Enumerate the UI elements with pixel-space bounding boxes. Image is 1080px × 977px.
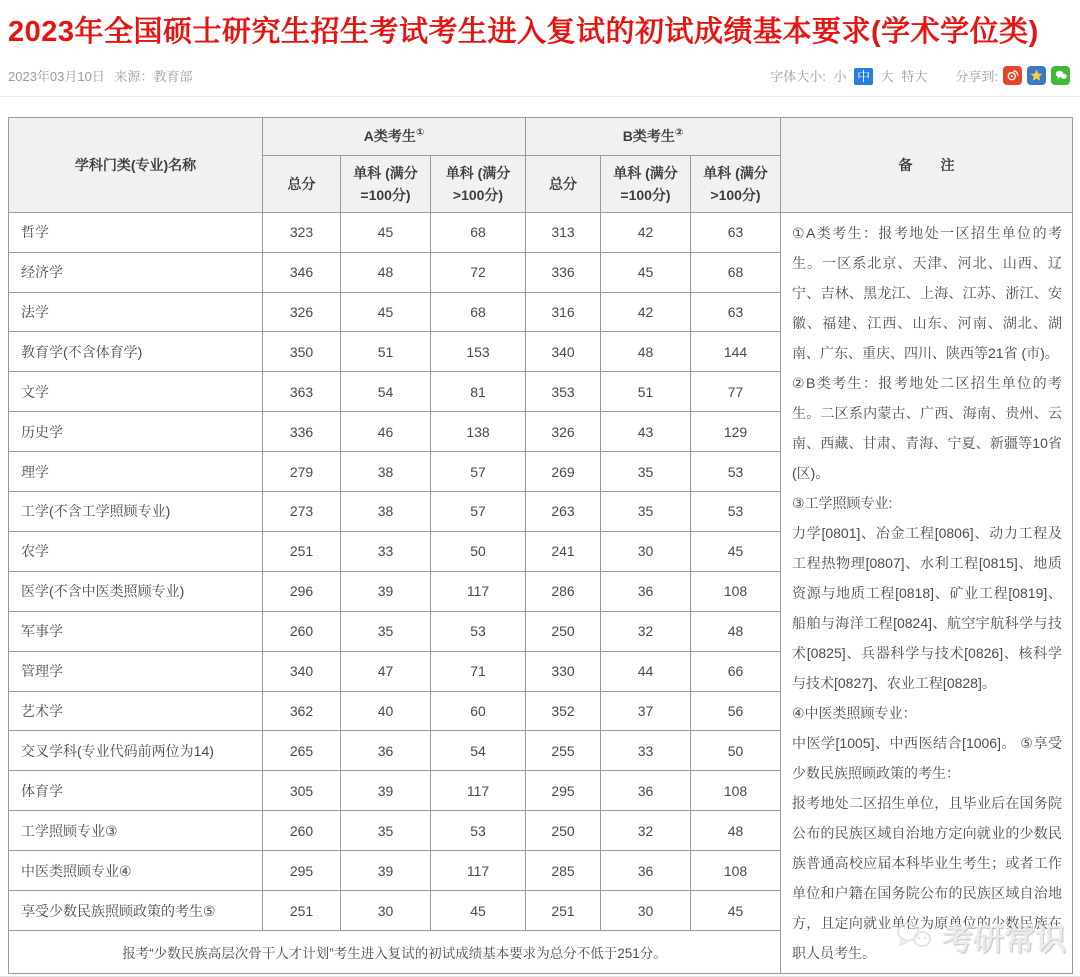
score-cell: 37 [601,691,691,731]
table-body [9,212,1073,973]
score-cell: 39 [341,851,431,891]
score-cell: 51 [341,332,431,372]
col-header-group-a: A类考生① [263,117,526,155]
footer-note: 报考“少数民族高层次骨干人才计划”考生进入复试的初试成绩基本要求为总分不低于251分。 [9,931,781,974]
score-cell: 50 [431,531,526,571]
score-cell: 57 [431,452,526,492]
score-cell: 45 [341,212,431,252]
score-cell: 330 [526,651,601,691]
subject-cell: 工学照顾专业③ [9,811,263,851]
score-cell: 36 [601,571,691,611]
footnote-ref-1: ① [415,127,425,139]
score-cell: 350 [263,332,341,372]
score-cell: 144 [691,332,781,372]
remark-paragraph: 力学[0801]、冶金工程[0806]、动力工程及工程热物理[0807]、水利工程[0815]、地质资源与地质工程[0818]、矿业工程[0819]、船舶与海洋工程[0824]、航空宇航科学与技术[0825]、兵器科学与技术[0826]、核科学与技术[0827]、农业工程[0828]。 [792,524,1062,691]
font-size-large[interactable]: 大 [880,68,894,84]
score-cell: 340 [263,651,341,691]
subject-cell: 工学(不含工学照顾专业) [9,492,263,532]
score-cell: 53 [431,611,526,651]
score-cell: 35 [601,452,691,492]
col-header-subject: 学科门类(专业)名称 [9,117,263,212]
score-cell: 251 [526,891,601,931]
article-meta [8,66,198,85]
score-cell: 295 [526,771,601,811]
remark-paragraph: ③工学照顾专业: [792,494,893,511]
score-cell: 326 [526,412,601,452]
score-cell: 45 [601,252,691,292]
score-cell: 30 [601,531,691,571]
score-cell: 108 [691,851,781,891]
score-cell: 251 [263,891,341,931]
score-cell: 285 [526,851,601,891]
score-cell: 63 [691,292,781,332]
col-header-total-b: 总分 [526,155,601,212]
score-cell: 336 [526,252,601,292]
score-cell: 48 [341,252,431,292]
score-cell: 305 [263,771,341,811]
watermark-text: 考研常识 [942,921,1066,957]
score-cell: 48 [691,611,781,651]
score-cell: 77 [691,372,781,412]
meta-row [8,66,1070,85]
subject-cell: 教育学(不含体育学) [9,332,263,372]
score-cell: 138 [431,412,526,452]
remark-paragraph: 中医学[1005]、中西医结合[1006]。 ⑤享受少数民族照顾政策的考生： [792,734,1062,781]
score-cell: 39 [341,571,431,611]
subject-cell: 法学 [9,292,263,332]
score-cell: 53 [691,492,781,532]
score-cell: 56 [691,691,781,731]
score-cell: 53 [431,811,526,851]
score-cell: 117 [431,851,526,891]
score-cell: 117 [431,571,526,611]
score-cell: 323 [263,212,341,252]
col-header-single-over100-b: 单科 (满分>100分) [691,155,781,212]
score-cell: 251 [263,531,341,571]
score-cell: 45 [431,891,526,931]
subject-cell: 哲学 [9,212,263,252]
remark-paragraph: ②B类考生：报考地处二区招生单位的考生。二区系内蒙古、广西、海南、贵州、云南、西藏、甘肃、青海、宁夏、新疆等10省(区)。 [792,374,1062,481]
score-cell: 352 [526,691,601,731]
score-cell: 57 [431,492,526,532]
subject-cell: 交叉学科(专业代码前两位为14) [9,731,263,771]
score-cell: 353 [526,372,601,412]
table-row [9,212,1073,252]
score-cell: 260 [263,611,341,651]
score-cell: 33 [341,531,431,571]
score-cell: 45 [691,531,781,571]
score-cell: 255 [526,731,601,771]
score-cell: 35 [341,811,431,851]
page-title: 2023年全国硕士研究生招生考试考生进入复试的初试成绩基本要求(学术学位类) [8,16,1039,48]
score-cell: 36 [601,851,691,891]
wechat-icon[interactable] [1051,66,1070,85]
subject-cell: 艺术学 [9,691,263,731]
score-cell: 42 [601,292,691,332]
score-cell: 269 [526,452,601,492]
source-label: 来源：教育部 [114,68,193,84]
subject-cell: 医学(不含中医类照顾专业) [9,571,263,611]
footnote-ref-2: ② [674,127,684,139]
score-cell: 38 [341,492,431,532]
qzone-icon[interactable] [1027,66,1046,85]
weibo-icon[interactable] [1003,66,1022,85]
score-cell: 50 [691,731,781,771]
score-cell: 263 [526,492,601,532]
remark-paragraph: ①A类考生：报考地处一区招生单位的考生。一区系北京、天津、河北、山西、辽宁、吉林、黑龙江、上海、江苏、浙江、安徽、福建、江西、山东、河南、湖北、湖南、广东、重庆、四川、陕西等21省 (市)。 [792,224,1062,361]
font-size-xlarge[interactable]: 特大 [901,68,928,84]
score-cell: 53 [691,452,781,492]
score-cell: 66 [691,651,781,691]
score-cell: 35 [341,611,431,651]
score-cell: 51 [601,372,691,412]
subject-cell: 经济学 [9,252,263,292]
subject-cell: 管理学 [9,651,263,691]
remark-cell [781,212,1073,973]
score-cell: 32 [601,611,691,651]
score-cell: 44 [601,651,691,691]
score-cell: 346 [263,252,341,292]
score-cell: 35 [601,492,691,532]
score-cell: 340 [526,332,601,372]
score-cell: 30 [341,891,431,931]
subject-cell: 体育学 [9,771,263,811]
col-header-single100-a: 单科 (满分=100分) [341,155,431,212]
score-cell: 108 [691,571,781,611]
col-header-total-a: 总分 [263,155,341,212]
score-cell: 47 [341,651,431,691]
score-cell: 43 [601,412,691,452]
score-cell: 117 [431,771,526,811]
score-cell: 153 [431,332,526,372]
score-cell: 295 [263,851,341,891]
score-cell: 39 [341,771,431,811]
score-cell: 241 [526,531,601,571]
score-cell: 273 [263,492,341,532]
score-cell: 286 [526,571,601,611]
score-cell: 250 [526,611,601,651]
subject-cell: 农学 [9,531,263,571]
score-cell: 336 [263,412,341,452]
publish-date: 2023年03月10日 [8,68,105,84]
score-cell: 46 [341,412,431,452]
score-cell: 71 [431,651,526,691]
score-cell: 265 [263,731,341,771]
subject-cell: 理学 [9,452,263,492]
score-cell: 81 [431,372,526,412]
score-cell: 48 [691,811,781,851]
subject-cell: 历史学 [9,412,263,452]
meta-tools [768,66,1070,85]
score-cell: 63 [691,212,781,252]
header-divider [0,96,1080,97]
score-cell: 72 [431,252,526,292]
score-cell: 362 [263,691,341,731]
col-header-single100-b: 单科 (满分=100分) [601,155,691,212]
subject-cell: 中医类照顾专业④ [9,851,263,891]
table-header [9,117,1073,212]
col-header-single-over100-a: 单科 (满分>100分) [431,155,526,212]
subject-cell: 文学 [9,372,263,412]
score-cell: 45 [691,891,781,931]
font-size-label: 字体大小: [770,68,826,84]
score-cell: 316 [526,292,601,332]
score-cell: 45 [341,292,431,332]
score-cell: 326 [263,292,341,332]
score-cell: 108 [691,771,781,811]
score-cell: 313 [526,212,601,252]
score-cell: 30 [601,891,691,931]
remark-paragraph: ④中医类照顾专业： [792,704,917,721]
font-size-small[interactable]: 小 [833,68,847,84]
score-cell: 36 [341,731,431,771]
col-header-remark: 备 注 [781,117,1073,212]
score-cell: 60 [431,691,526,731]
subject-cell: 军事学 [9,611,263,651]
score-cell: 68 [431,212,526,252]
font-size-medium[interactable]: 中 [854,68,873,85]
score-cell: 129 [691,412,781,452]
col-header-group-b: B类考生② [526,117,781,155]
subject-cell: 享受少数民族照顾政策的考生⑤ [9,891,263,931]
score-cell: 38 [341,452,431,492]
score-table [8,117,1073,974]
score-cell: 363 [263,372,341,412]
remark-paragraph: 报考地处二区招生单位，且毕业后在国务院公布的民族区域自治地方定向就业的少数民族普通高校应届本科毕业生考生；或者工作单位和户籍在国务院公布的民族区域自治地方，且定向就业单位为原单位的少数民族在职人员考生。 [792,794,1062,961]
score-cell: 68 [691,252,781,292]
share-bar [955,66,1070,85]
score-cell: 32 [601,811,691,851]
share-label: 分享到: [955,68,998,84]
score-cell: 260 [263,811,341,851]
score-cell: 33 [601,731,691,771]
score-cell: 40 [341,691,431,731]
score-cell: 48 [601,332,691,372]
score-cell: 42 [601,212,691,252]
score-cell: 296 [263,571,341,611]
score-cell: 68 [431,292,526,332]
score-cell: 54 [341,372,431,412]
score-cell: 250 [526,811,601,851]
score-cell: 36 [601,771,691,811]
score-cell: 279 [263,452,341,492]
score-cell: 54 [431,731,526,771]
font-size-control [768,66,929,85]
